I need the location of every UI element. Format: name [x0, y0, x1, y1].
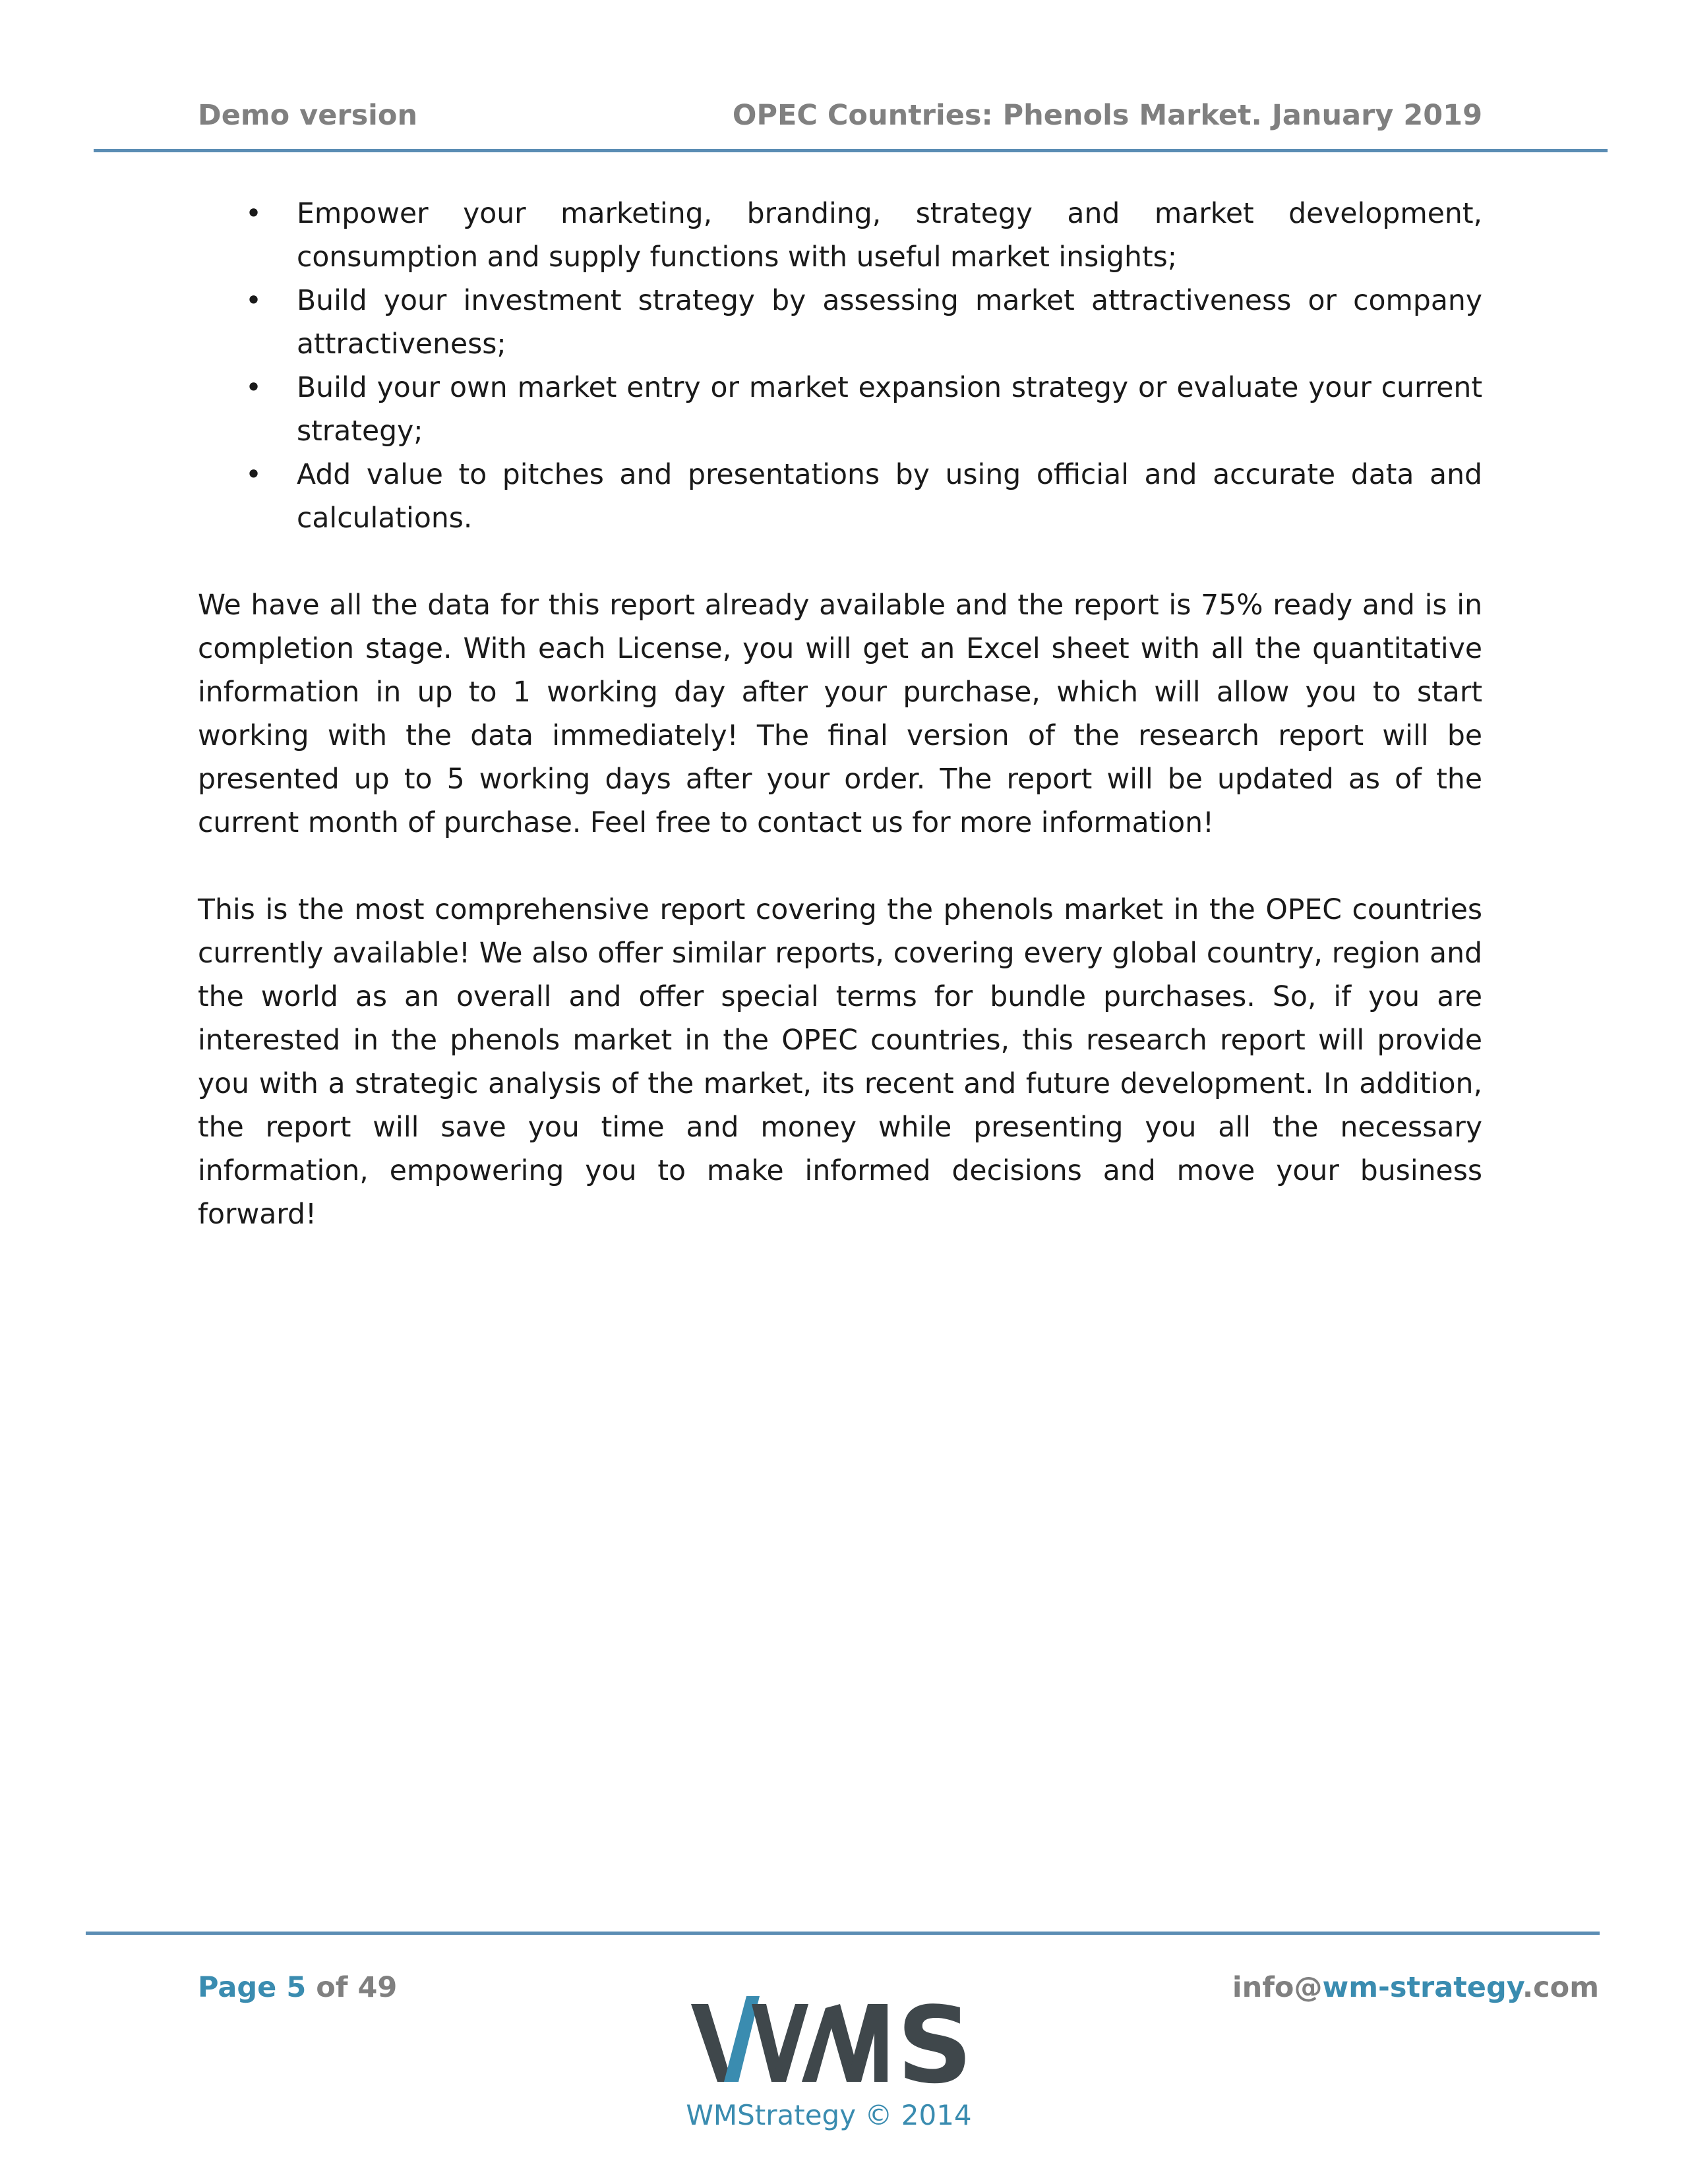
page-word: Page	[198, 1971, 277, 2004]
header-report-title: OPEC Countries: Phenols Market. January 2019	[732, 99, 1482, 132]
header-demo-label: Demo version	[198, 99, 418, 132]
benefits-list	[198, 192, 1482, 541]
list-item: • Build your investment strategy by assessing market attractiveness or company attractiveness;	[198, 280, 1482, 367]
contact-email[interactable]	[1232, 1971, 1599, 2004]
email-domain: wm-strategy	[1322, 1971, 1522, 2004]
copyright-text: WMStrategy © 2014	[686, 2099, 972, 2131]
list-item: • Add value to pitches and presentations by using official and accurate data and calculations.	[198, 454, 1482, 541]
page-of: of	[316, 1971, 348, 2004]
page-header	[198, 99, 1482, 138]
wms-logo	[686, 1978, 973, 2107]
page-current: 5	[286, 1971, 307, 2004]
body-paragraph-summary: This is the most comprehensive report covering the phenols market in the OPEC countries currently available! We also offer similar reports, covering every global country, region and the world as an overall and offer special terms for bundle purchases. So, if you are interested in the phenols market in the OPEC countries, this research report will provide you with a strategic analysis of the market, its recent and future development. In addition, the report will save you time and money while presenting you all the necessary information, empowering you to make informed decisions and move your business forward!	[198, 894, 1482, 1231]
email-tld: .com	[1522, 1971, 1599, 2004]
logo-letter-s-icon: S	[897, 1984, 973, 2107]
page-total: 49	[357, 1971, 398, 2004]
wms-logo-icon	[686, 1978, 973, 2107]
page-body	[198, 192, 1482, 1237]
header-divider	[94, 149, 1608, 152]
footer-divider	[86, 1932, 1600, 1935]
email-user: info@	[1232, 1971, 1323, 2004]
list-item: • Empower your marketing, branding, strategy and market development, consumption and supply functions with useful market insights;	[198, 192, 1482, 280]
list-item: • Build your own market entry or market expansion strategy or evaluate your current strategy;	[198, 367, 1482, 454]
page-number	[198, 1971, 397, 2004]
body-paragraph-availability: We have all the data for this report already available and the report is 75% ready and is in completion stage. With each License, you will get an Excel sheet with all the quantitative information in up to 1 working day after your purchase, which will allow you to start working with the data immediately! The final version of the research report will be presented up to 5 working days after your order. The report will be updated as of the current month of purchase. Feel free to contact us for more information!	[198, 589, 1482, 839]
